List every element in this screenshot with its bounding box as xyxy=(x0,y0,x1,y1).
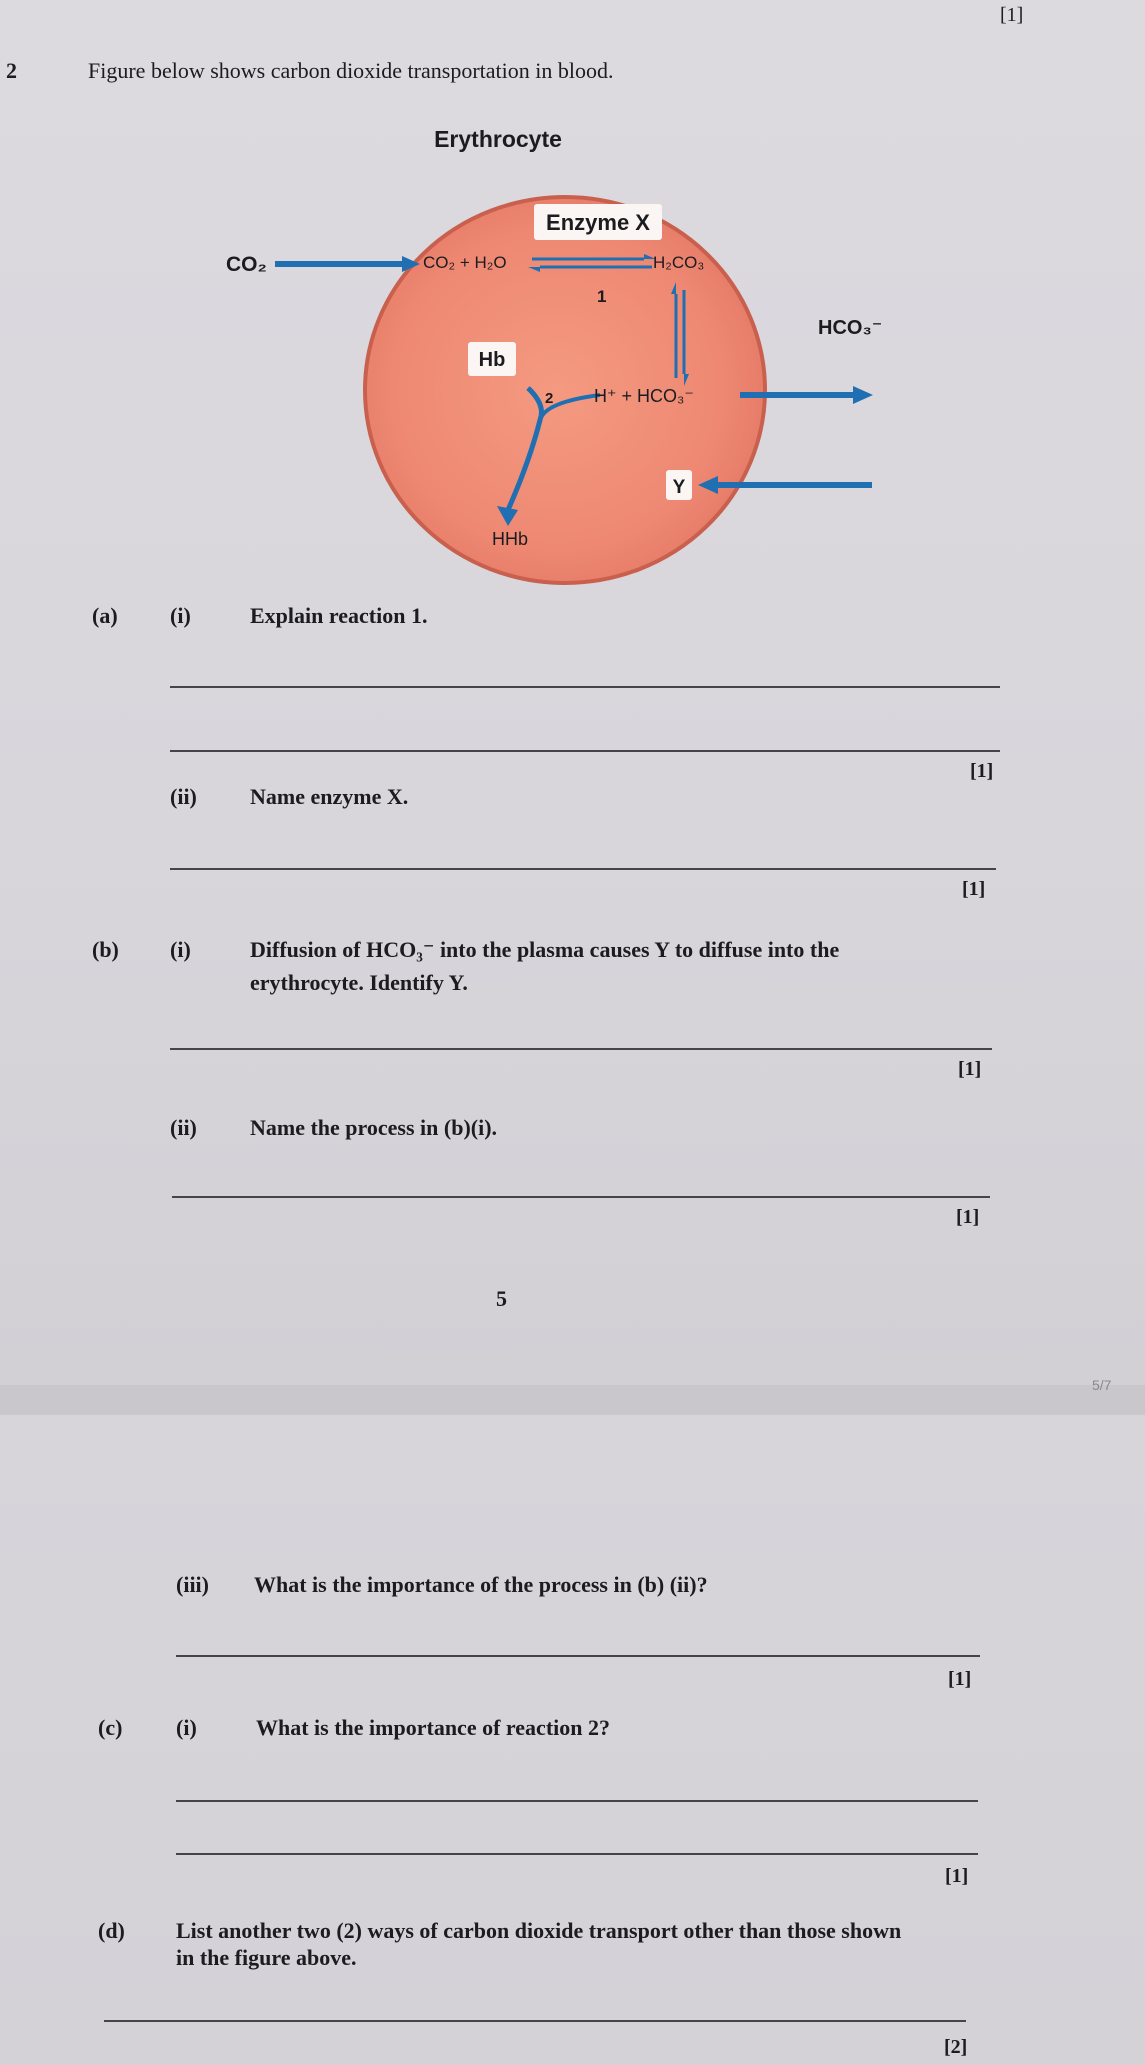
carbonic-acid-label: H₂CO₃ xyxy=(653,253,705,272)
diagram-title: Erythrocyte xyxy=(434,126,562,152)
page-gap xyxy=(0,1385,1145,1415)
part-a-ii-question: Name enzyme X. xyxy=(250,784,409,809)
reaction-1-number: 1 xyxy=(597,287,607,306)
part-b-iii-question: What is the importance of the process in (b) (ii)? xyxy=(254,1572,708,1597)
part-d-question-line1: List another two (2) ways of carbon dioxide transport other than those shown xyxy=(176,1918,902,1943)
part-d-question-line2: in the figure above. xyxy=(176,1945,357,1970)
hhb-label: HHb xyxy=(492,529,529,549)
previous-mark: [1] xyxy=(1000,4,1024,26)
hco3-outbound-arrowhead xyxy=(853,386,873,404)
answer-line[interactable] xyxy=(172,1196,990,1198)
part-a-i-mark: [1] xyxy=(970,760,994,782)
part-b-ii-question: Name the process in (b)(i). xyxy=(250,1115,498,1140)
hb-label: Hb xyxy=(478,349,506,371)
part-b-i-question-line2: erythrocyte. Identify Y. xyxy=(250,970,468,995)
part-b-i-mark: [1] xyxy=(958,1058,982,1080)
y-label: Y xyxy=(672,477,686,498)
part-c-i-mark: [1] xyxy=(945,1865,969,1887)
part-b-ii-mark: [1] xyxy=(956,1206,980,1228)
part-c-i-question: What is the importance of reaction 2? xyxy=(256,1715,610,1740)
part-b-ii-label: (ii) xyxy=(170,1115,197,1140)
part-a-i-question: Explain reaction 1. xyxy=(250,603,428,628)
part-b-iii-label: (iii) xyxy=(176,1572,209,1597)
part-a-label: (a) xyxy=(92,603,118,628)
question-number: 2 xyxy=(6,58,17,83)
answer-line[interactable] xyxy=(176,1853,978,1855)
enzyme-x-label: Enzyme X xyxy=(546,210,650,235)
co2-transport-diagram xyxy=(0,100,1145,600)
page-indicator: 5/7 xyxy=(1092,1377,1112,1393)
answer-line[interactable] xyxy=(104,2020,966,2022)
part-b-i-label: (i) xyxy=(170,937,191,962)
page-number: 5 xyxy=(496,1286,507,1311)
answer-line[interactable] xyxy=(170,750,1000,752)
question-stem: Figure below shows carbon dioxide transportation in blood. xyxy=(88,58,614,83)
part-c-i-label: (i) xyxy=(176,1715,197,1740)
reaction-2-number: 2 xyxy=(545,390,554,407)
answer-line[interactable] xyxy=(176,1800,978,1802)
part-c-label: (c) xyxy=(98,1715,123,1740)
ions-label: H⁺ + HCO₃⁻ xyxy=(594,386,694,406)
answer-line[interactable] xyxy=(170,868,996,870)
part-d-mark: [2] xyxy=(944,2036,968,2058)
answer-line[interactable] xyxy=(176,1655,980,1657)
co2-outside-label: CO₂ xyxy=(226,253,267,276)
reactants-label: CO₂ + H₂O xyxy=(423,253,507,272)
part-a-ii-label: (ii) xyxy=(170,784,197,809)
part-d-label: (d) xyxy=(98,1918,125,1943)
part-b-iii-mark: [1] xyxy=(948,1668,972,1690)
part-a-ii-mark: [1] xyxy=(962,878,986,900)
part-b-i-question-line1: Diffusion of HCO₃⁻ into the plasma causes Y to diffuse into the xyxy=(250,937,840,962)
answer-line[interactable] xyxy=(170,1048,992,1050)
answer-line[interactable] xyxy=(170,686,1000,688)
part-a-i-label: (i) xyxy=(170,603,191,628)
part-b-label: (b) xyxy=(92,937,119,962)
hco3-outside-label: HCO₃⁻ xyxy=(818,317,883,339)
